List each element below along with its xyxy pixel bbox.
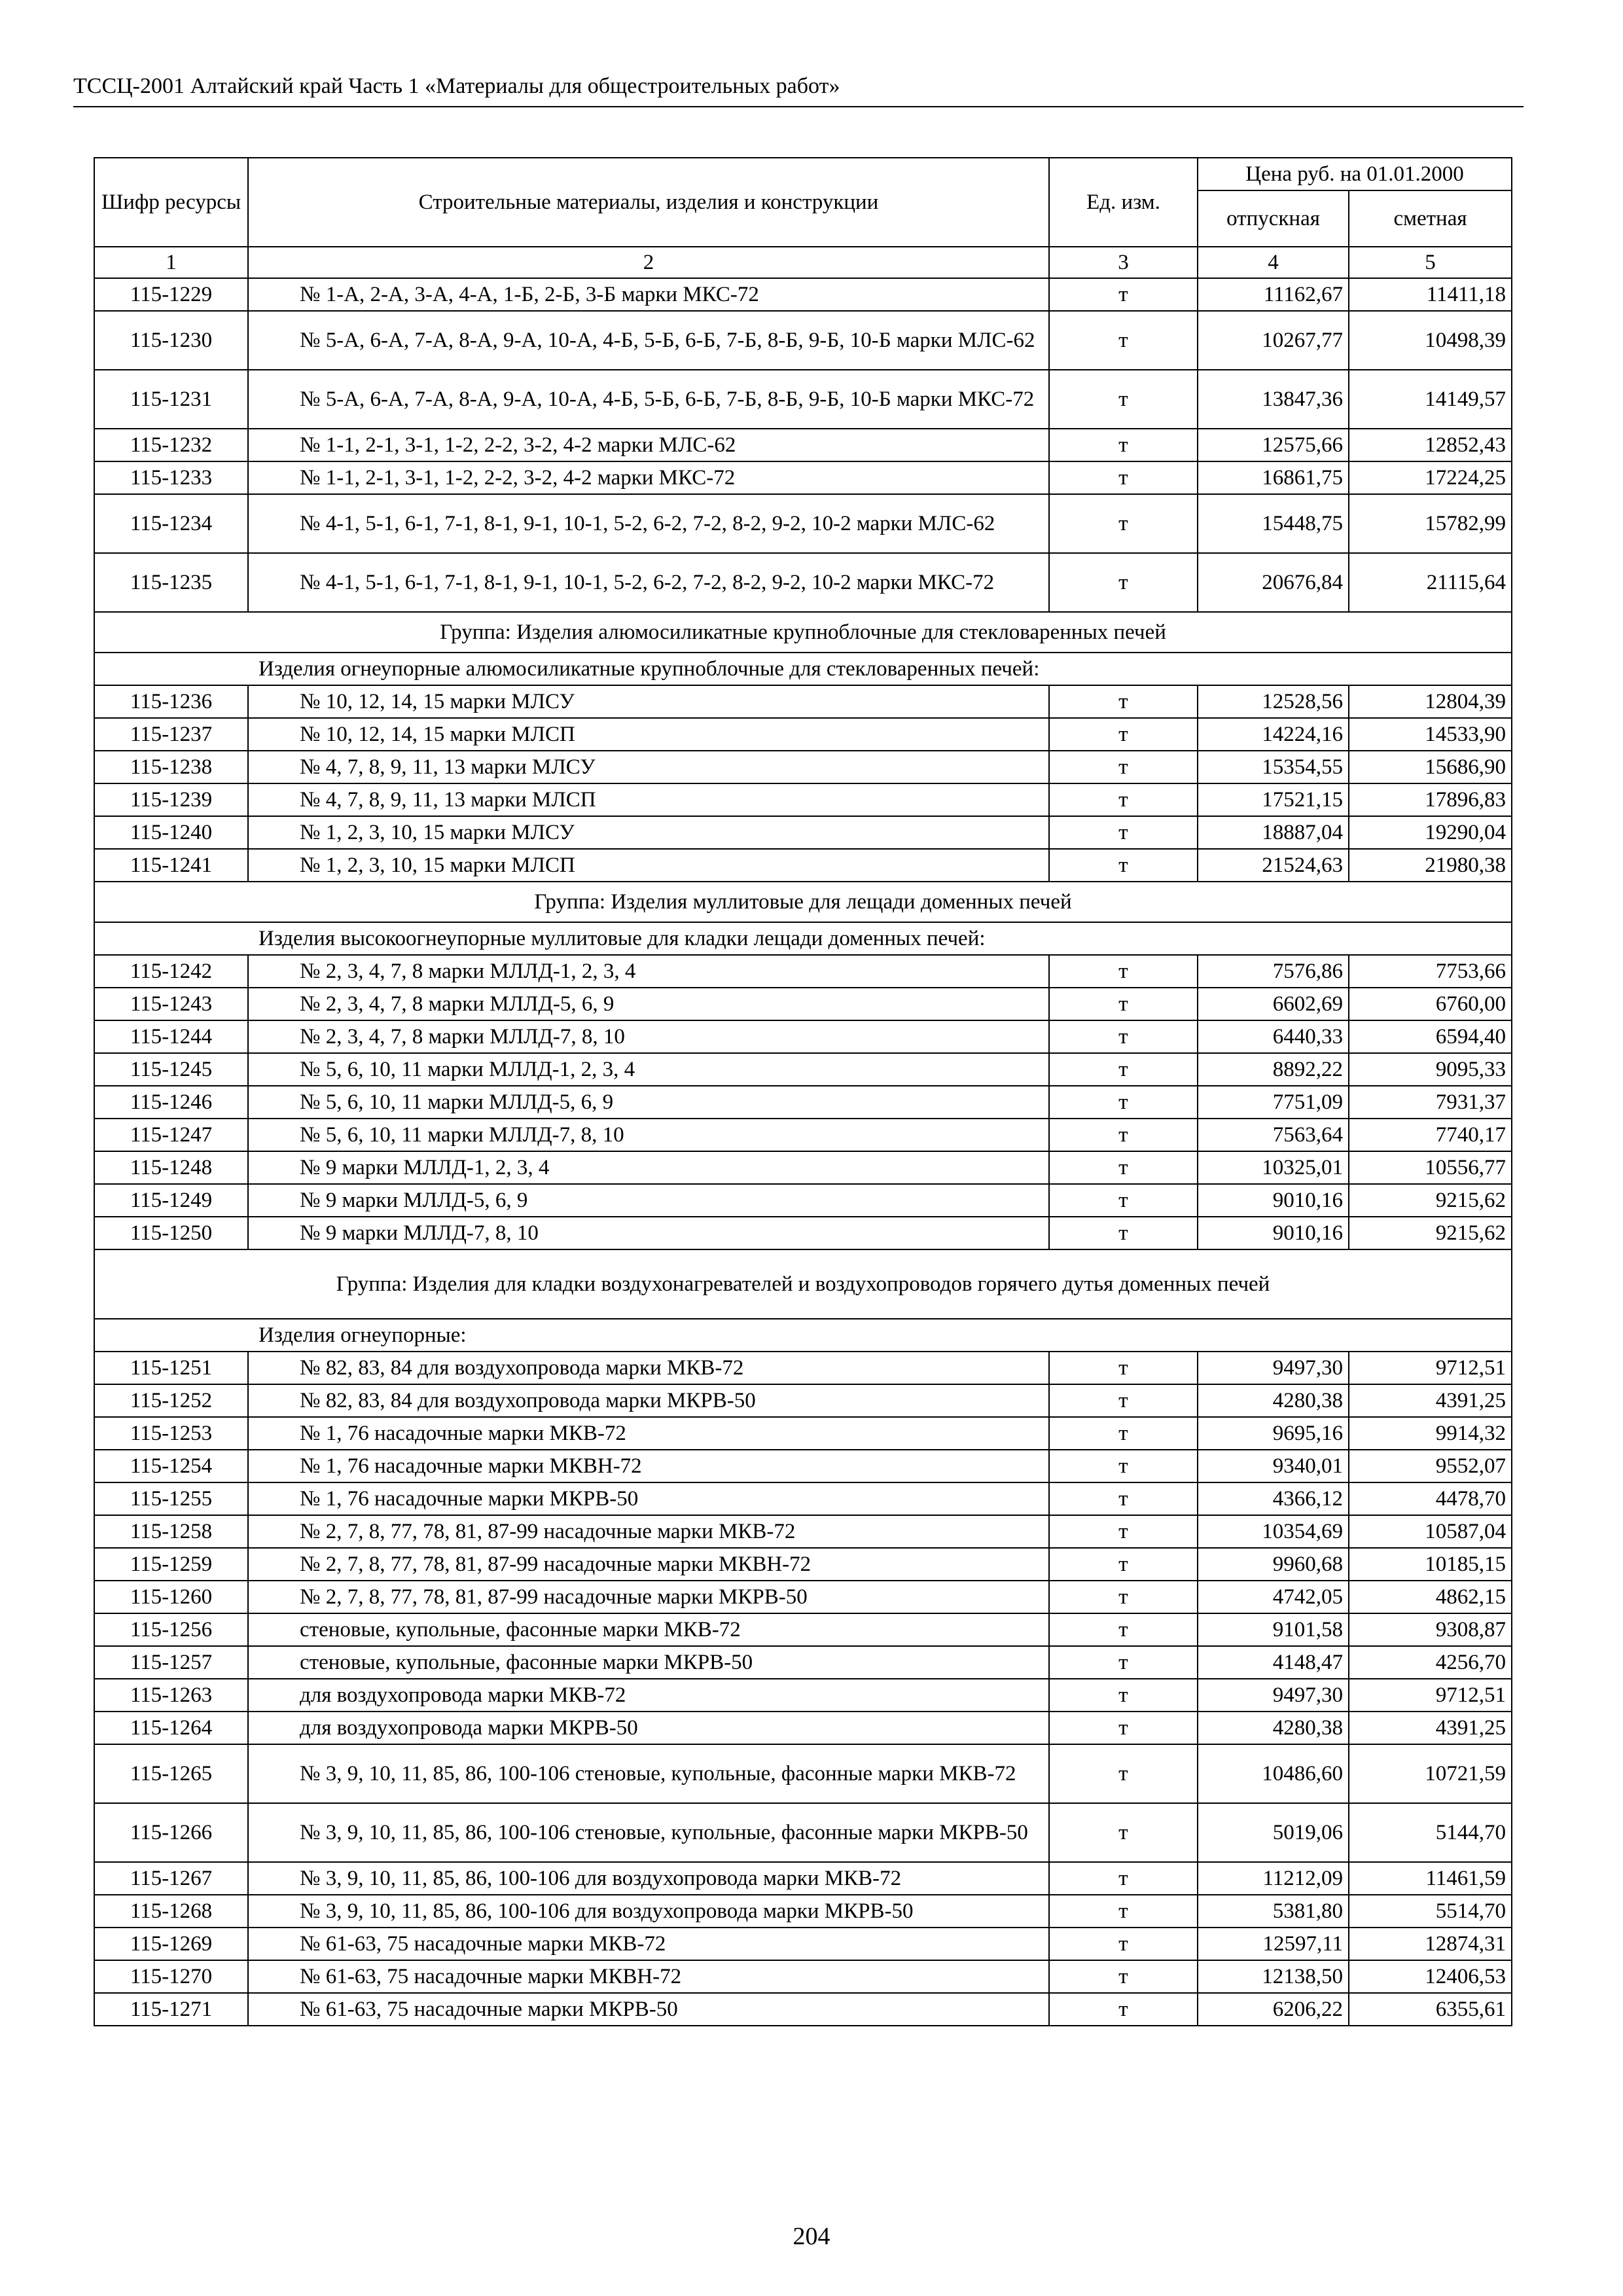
cell-unit: т: [1049, 1928, 1198, 1960]
cell-release-price: 9497,30: [1198, 1679, 1349, 1712]
header-code: Шифр ресурсы: [94, 158, 248, 247]
cell-code: 115-1253: [94, 1417, 248, 1450]
table-row: [94, 1184, 1512, 1217]
cell-release-price: 4280,38: [1198, 1384, 1349, 1417]
cell-release-price: 18887,04: [1198, 816, 1349, 849]
cell-name: № 1, 2, 3, 10, 15 марки МЛСУ: [248, 816, 1049, 849]
cell-release-price: 11162,67: [1198, 278, 1349, 311]
cell-release-price: 15448,75: [1198, 494, 1349, 553]
cell-name: № 1-1, 2-1, 3-1, 1-2, 2-2, 3-2, 4-2 марки МКС-72: [248, 461, 1049, 494]
cell-estimate-price: 9552,07: [1349, 1450, 1512, 1482]
cell-release-price: 12575,66: [1198, 429, 1349, 461]
table-row: [94, 1384, 1512, 1417]
cell-code: 115-1245: [94, 1053, 248, 1086]
cell-name: стеновые, купольные, фасонные марки МКВ-72: [248, 1613, 1049, 1646]
subgroup-heading: Изделия высокоогнеупорные муллитовые для кладки лещади доменных печей:: [94, 922, 1512, 955]
cell-estimate-price: 9712,51: [1349, 1352, 1512, 1384]
cell-name: № 3, 9, 10, 11, 85, 86, 100-106 для воздухопровода марки МКВ-72: [248, 1862, 1049, 1895]
table-row: [94, 685, 1512, 718]
column-number-row: [94, 247, 1512, 278]
cell-unit: т: [1049, 1352, 1198, 1384]
cell-unit: т: [1049, 1581, 1198, 1613]
cell-estimate-price: 21115,64: [1349, 553, 1512, 612]
cell-estimate-price: 5514,70: [1349, 1895, 1512, 1928]
cell-name: № 5-А, 6-А, 7-А, 8-А, 9-А, 10-А, 4-Б, 5-Б, 6-Б, 7-Б, 8-Б, 9-Б, 10-Б марки МЛС-62: [248, 311, 1049, 370]
cell-name: № 1-1, 2-1, 3-1, 1-2, 2-2, 3-2, 4-2 марки МЛС-62: [248, 429, 1049, 461]
cell-estimate-price: 14533,90: [1349, 718, 1512, 751]
cell-name: № 4-1, 5-1, 6-1, 7-1, 8-1, 9-1, 10-1, 5-2, 6-2, 7-2, 8-2, 9-2, 10-2 марки МЛС-62: [248, 494, 1049, 553]
table-row: [94, 553, 1512, 612]
cell-unit: т: [1049, 751, 1198, 783]
cell-code: 115-1235: [94, 553, 248, 612]
column-number: 4: [1198, 247, 1349, 278]
cell-estimate-price: 17224,25: [1349, 461, 1512, 494]
cell-estimate-price: 12406,53: [1349, 1960, 1512, 1993]
cell-release-price: 12138,50: [1198, 1960, 1349, 1993]
cell-name: № 10, 12, 14, 15 марки МЛСУ: [248, 685, 1049, 718]
cell-estimate-price: 10721,59: [1349, 1744, 1512, 1803]
cell-code: 115-1259: [94, 1548, 248, 1581]
table-body: [94, 278, 1512, 2026]
cell-release-price: 10486,60: [1198, 1744, 1349, 1803]
cell-estimate-price: 7740,17: [1349, 1119, 1512, 1151]
cell-code: 115-1256: [94, 1613, 248, 1646]
cell-code: 115-1268: [94, 1895, 248, 1928]
cell-estimate-price: 7753,66: [1349, 955, 1512, 988]
cell-code: 115-1271: [94, 1993, 248, 2026]
cell-release-price: 7751,09: [1198, 1086, 1349, 1119]
table-row: [94, 1646, 1512, 1679]
cell-unit: т: [1049, 718, 1198, 751]
cell-unit: т: [1049, 685, 1198, 718]
cell-name: № 4, 7, 8, 9, 11, 13 марки МЛСП: [248, 783, 1049, 816]
table-row: [94, 1515, 1512, 1548]
cell-unit: т: [1049, 1217, 1198, 1249]
table-row: [94, 988, 1512, 1020]
header-release-price: отпускная: [1198, 190, 1349, 247]
cell-estimate-price: 4256,70: [1349, 1646, 1512, 1679]
cell-code: 115-1230: [94, 311, 248, 370]
cell-code: 115-1251: [94, 1352, 248, 1384]
table-row: [94, 751, 1512, 783]
cell-release-price: 13847,36: [1198, 370, 1349, 429]
cell-name: № 9 марки МЛЛД-5, 6, 9: [248, 1184, 1049, 1217]
column-number: 1: [94, 247, 248, 278]
cell-estimate-price: 12804,39: [1349, 685, 1512, 718]
cell-release-price: 17521,15: [1198, 783, 1349, 816]
group-heading-row: [94, 612, 1512, 653]
cell-release-price: 4148,47: [1198, 1646, 1349, 1679]
cell-name: № 61-63, 75 насадочные марки МКРВ-50: [248, 1993, 1049, 2026]
cell-unit: т: [1049, 370, 1198, 429]
cell-code: 115-1232: [94, 429, 248, 461]
header-price: Цена руб. на 01.01.2000: [1198, 158, 1512, 190]
table-row: [94, 1581, 1512, 1613]
subgroup-row: [94, 1319, 1512, 1352]
cell-release-price: 9010,16: [1198, 1217, 1349, 1249]
cell-unit: т: [1049, 1450, 1198, 1482]
cell-estimate-price: 10587,04: [1349, 1515, 1512, 1548]
cell-estimate-price: 10498,39: [1349, 311, 1512, 370]
cell-code: 115-1238: [94, 751, 248, 783]
cell-estimate-price: 14149,57: [1349, 370, 1512, 429]
table-row: [94, 1482, 1512, 1515]
cell-unit: т: [1049, 1744, 1198, 1803]
cell-name: № 5, 6, 10, 11 марки МЛЛД-1, 2, 3, 4: [248, 1053, 1049, 1086]
cell-unit: т: [1049, 1712, 1198, 1744]
cell-code: 115-1248: [94, 1151, 248, 1184]
header-estimate-price: сметная: [1349, 190, 1512, 247]
table-row: [94, 1053, 1512, 1086]
subgroup-heading: Изделия огнеупорные:: [94, 1319, 1512, 1352]
cell-name: № 61-63, 75 насадочные марки МКВ-72: [248, 1928, 1049, 1960]
cell-release-price: 21524,63: [1198, 849, 1349, 882]
cell-name: № 2, 3, 4, 7, 8 марки МЛЛД-1, 2, 3, 4: [248, 955, 1049, 988]
cell-code: 115-1242: [94, 955, 248, 988]
cell-name: № 3, 9, 10, 11, 85, 86, 100-106 для воздухопровода марки МКРВ-50: [248, 1895, 1049, 1928]
table-row: [94, 1119, 1512, 1151]
cell-code: 115-1239: [94, 783, 248, 816]
subgroup-heading: Изделия огнеупорные алюмосиликатные крупноблочные для стекловаренных печей:: [94, 653, 1512, 685]
table-row: [94, 1803, 1512, 1862]
cell-code: 115-1241: [94, 849, 248, 882]
cell-unit: т: [1049, 1515, 1198, 1548]
cell-release-price: 9101,58: [1198, 1613, 1349, 1646]
cell-estimate-price: 15686,90: [1349, 751, 1512, 783]
table-row: [94, 1020, 1512, 1053]
cell-unit: т: [1049, 783, 1198, 816]
cell-unit: т: [1049, 553, 1198, 612]
cell-code: 115-1255: [94, 1482, 248, 1515]
cell-estimate-price: 11411,18: [1349, 278, 1512, 311]
cell-code: 115-1254: [94, 1450, 248, 1482]
cell-name: № 1, 2, 3, 10, 15 марки МЛСП: [248, 849, 1049, 882]
cell-release-price: 16861,75: [1198, 461, 1349, 494]
cell-code: 115-1269: [94, 1928, 248, 1960]
cell-release-price: 9695,16: [1198, 1417, 1349, 1450]
header-name: Строительные материалы, изделия и конструкции: [248, 158, 1049, 247]
cell-estimate-price: 17896,83: [1349, 783, 1512, 816]
cell-name: № 5, 6, 10, 11 марки МЛЛД-5, 6, 9: [248, 1086, 1049, 1119]
cell-unit: т: [1049, 1895, 1198, 1928]
cell-release-price: 9010,16: [1198, 1184, 1349, 1217]
cell-code: 115-1229: [94, 278, 248, 311]
cell-name: № 2, 3, 4, 7, 8 марки МЛЛД-7, 8, 10: [248, 1020, 1049, 1053]
cell-unit: т: [1049, 1086, 1198, 1119]
cell-unit: т: [1049, 1184, 1198, 1217]
table-row: [94, 955, 1512, 988]
cell-code: 115-1265: [94, 1744, 248, 1803]
table-row: [94, 1960, 1512, 1993]
cell-unit: т: [1049, 1646, 1198, 1679]
cell-name: № 9 марки МЛЛД-1, 2, 3, 4: [248, 1151, 1049, 1184]
cell-unit: т: [1049, 1384, 1198, 1417]
cell-release-price: 10354,69: [1198, 1515, 1349, 1548]
cell-release-price: 11212,09: [1198, 1862, 1349, 1895]
cell-estimate-price: 9215,62: [1349, 1184, 1512, 1217]
header-unit: Ед. изм.: [1049, 158, 1198, 247]
cell-release-price: 14224,16: [1198, 718, 1349, 751]
subgroup-row: [94, 922, 1512, 955]
cell-estimate-price: 6760,00: [1349, 988, 1512, 1020]
cell-unit: т: [1049, 955, 1198, 988]
group-heading-row: [94, 1249, 1512, 1319]
table-row: [94, 1417, 1512, 1450]
cell-unit: т: [1049, 1053, 1198, 1086]
table-row: [94, 370, 1512, 429]
cell-name: для воздухопровода марки МКВ-72: [248, 1679, 1049, 1712]
table-row: [94, 1862, 1512, 1895]
document-title: ТССЦ-2001 Алтайский край Часть 1 «Материалы для общестроительных работ»: [73, 74, 840, 98]
cell-estimate-price: 19290,04: [1349, 816, 1512, 849]
cell-estimate-price: 9308,87: [1349, 1613, 1512, 1646]
cell-unit: т: [1049, 461, 1198, 494]
cell-unit: т: [1049, 278, 1198, 311]
table-row: [94, 1679, 1512, 1712]
cell-estimate-price: 15782,99: [1349, 494, 1512, 553]
cell-estimate-price: 5144,70: [1349, 1803, 1512, 1862]
cell-unit: т: [1049, 1417, 1198, 1450]
cell-release-price: 6206,22: [1198, 1993, 1349, 2026]
table-row: [94, 1086, 1512, 1119]
subgroup-row: [94, 653, 1512, 685]
table-row: [94, 1352, 1512, 1384]
cell-code: 115-1249: [94, 1184, 248, 1217]
cell-name: № 5-А, 6-А, 7-А, 8-А, 9-А, 10-А, 4-Б, 5-Б, 6-Б, 7-Б, 8-Б, 9-Б, 10-Б марки МКС-72: [248, 370, 1049, 429]
table-row: [94, 1744, 1512, 1803]
table-row: [94, 429, 1512, 461]
cell-release-price: 10325,01: [1198, 1151, 1349, 1184]
cell-code: 115-1250: [94, 1217, 248, 1249]
cell-code: 115-1236: [94, 685, 248, 718]
cell-release-price: 4366,12: [1198, 1482, 1349, 1515]
cell-name: № 3, 9, 10, 11, 85, 86, 100-106 стеновые, купольные, фасонные марки МКРВ-50: [248, 1803, 1049, 1862]
cell-release-price: 9960,68: [1198, 1548, 1349, 1581]
page-header: [73, 73, 1524, 107]
group-heading-row: [94, 882, 1512, 922]
cell-estimate-price: 6355,61: [1349, 1993, 1512, 2026]
cell-estimate-price: 10185,15: [1349, 1548, 1512, 1581]
table-row: [94, 461, 1512, 494]
cell-code: 115-1231: [94, 370, 248, 429]
column-number: 3: [1049, 247, 1198, 278]
cell-code: 115-1243: [94, 988, 248, 1020]
cell-name: № 61-63, 75 насадочные марки МКВН-72: [248, 1960, 1049, 1993]
cell-release-price: 7563,64: [1198, 1119, 1349, 1151]
cell-unit: т: [1049, 1613, 1198, 1646]
cell-unit: т: [1049, 816, 1198, 849]
cell-estimate-price: 9712,51: [1349, 1679, 1512, 1712]
cell-code: 115-1264: [94, 1712, 248, 1744]
cell-code: 115-1247: [94, 1119, 248, 1151]
cell-release-price: 7576,86: [1198, 955, 1349, 988]
cell-name: № 5, 6, 10, 11 марки МЛЛД-7, 8, 10: [248, 1119, 1049, 1151]
cell-name: № 4, 7, 8, 9, 11, 13 марки МЛСУ: [248, 751, 1049, 783]
cell-name: № 9 марки МЛЛД-7, 8, 10: [248, 1217, 1049, 1249]
table-row: [94, 783, 1512, 816]
table-row: [94, 1151, 1512, 1184]
cell-estimate-price: 4391,25: [1349, 1384, 1512, 1417]
cell-release-price: 12528,56: [1198, 685, 1349, 718]
cell-code: 115-1246: [94, 1086, 248, 1119]
cell-release-price: 9497,30: [1198, 1352, 1349, 1384]
cell-name: № 2, 7, 8, 77, 78, 81, 87-99 насадочные марки МКВН-72: [248, 1548, 1049, 1581]
cell-name: № 4-1, 5-1, 6-1, 7-1, 8-1, 9-1, 10-1, 5-2, 6-2, 7-2, 8-2, 9-2, 10-2 марки МКС-72: [248, 553, 1049, 612]
cell-unit: т: [1049, 1548, 1198, 1581]
price-table: [94, 157, 1512, 2026]
cell-estimate-price: 9215,62: [1349, 1217, 1512, 1249]
cell-unit: т: [1049, 1993, 1198, 2026]
cell-release-price: 4280,38: [1198, 1712, 1349, 1744]
cell-unit: т: [1049, 849, 1198, 882]
table-row: [94, 1895, 1512, 1928]
group-heading: Группа: Изделия муллитовые для лещади доменных печей: [94, 882, 1512, 922]
table-row: [94, 1450, 1512, 1482]
cell-name: № 2, 3, 4, 7, 8 марки МЛЛД-5, 6, 9: [248, 988, 1049, 1020]
table-row: [94, 849, 1512, 882]
cell-estimate-price: 4478,70: [1349, 1482, 1512, 1515]
table-row: [94, 494, 1512, 553]
cell-estimate-price: 10556,77: [1349, 1151, 1512, 1184]
cell-unit: т: [1049, 1020, 1198, 1053]
cell-unit: т: [1049, 1960, 1198, 1993]
table-row: [94, 816, 1512, 849]
cell-estimate-price: 21980,38: [1349, 849, 1512, 882]
cell-code: 115-1257: [94, 1646, 248, 1679]
table-row: [94, 1993, 1512, 2026]
cell-unit: т: [1049, 1151, 1198, 1184]
cell-unit: т: [1049, 1862, 1198, 1895]
group-heading: Группа: Изделия алюмосиликатные крупноблочные для стекловаренных печей: [94, 612, 1512, 653]
cell-name: № 1, 76 насадочные марки МКВН-72: [248, 1450, 1049, 1482]
cell-estimate-price: 4391,25: [1349, 1712, 1512, 1744]
cell-name: № 10, 12, 14, 15 марки МЛСП: [248, 718, 1049, 751]
cell-name: № 3, 9, 10, 11, 85, 86, 100-106 стеновые, купольные, фасонные марки МКВ-72: [248, 1744, 1049, 1803]
cell-name: № 82, 83, 84 для воздухопровода марки МКРВ-50: [248, 1384, 1049, 1417]
table-row: [94, 1613, 1512, 1646]
cell-release-price: 12597,11: [1198, 1928, 1349, 1960]
cell-release-price: 9340,01: [1198, 1450, 1349, 1482]
cell-unit: т: [1049, 311, 1198, 370]
cell-name: стеновые, купольные, фасонные марки МКРВ-50: [248, 1646, 1049, 1679]
cell-release-price: 15354,55: [1198, 751, 1349, 783]
cell-name: для воздухопровода марки МКРВ-50: [248, 1712, 1049, 1744]
cell-code: 115-1252: [94, 1384, 248, 1417]
cell-code: 115-1258: [94, 1515, 248, 1548]
cell-release-price: 4742,05: [1198, 1581, 1349, 1613]
cell-estimate-price: 7931,37: [1349, 1086, 1512, 1119]
cell-name: № 1, 76 насадочные марки МКВ-72: [248, 1417, 1049, 1450]
cell-code: 115-1233: [94, 461, 248, 494]
cell-estimate-price: 4862,15: [1349, 1581, 1512, 1613]
cell-unit: т: [1049, 1679, 1198, 1712]
cell-name: № 2, 7, 8, 77, 78, 81, 87-99 насадочные марки МКРВ-50: [248, 1581, 1049, 1613]
cell-code: 115-1270: [94, 1960, 248, 1993]
cell-estimate-price: 9914,32: [1349, 1417, 1512, 1450]
cell-code: 115-1244: [94, 1020, 248, 1053]
cell-name: № 1, 76 насадочные марки МКРВ-50: [248, 1482, 1049, 1515]
cell-unit: т: [1049, 494, 1198, 553]
cell-estimate-price: 12874,31: [1349, 1928, 1512, 1960]
cell-release-price: 5019,06: [1198, 1803, 1349, 1862]
cell-release-price: 5381,80: [1198, 1895, 1349, 1928]
cell-release-price: 8892,22: [1198, 1053, 1349, 1086]
table-row: [94, 278, 1512, 311]
cell-code: 115-1266: [94, 1803, 248, 1862]
table-row: [94, 1928, 1512, 1960]
cell-code: 115-1263: [94, 1679, 248, 1712]
table-row: [94, 1217, 1512, 1249]
column-number: 2: [248, 247, 1049, 278]
cell-code: 115-1267: [94, 1862, 248, 1895]
cell-estimate-price: 11461,59: [1349, 1862, 1512, 1895]
group-heading: Группа: Изделия для кладки воздухонагревателей и воздухопроводов горячего дутья доменных печей: [94, 1249, 1512, 1319]
cell-release-price: 10267,77: [1198, 311, 1349, 370]
cell-code: 115-1260: [94, 1581, 248, 1613]
cell-unit: т: [1049, 1119, 1198, 1151]
table-row: [94, 1712, 1512, 1744]
page-number: 204: [793, 2223, 830, 2250]
cell-unit: т: [1049, 1482, 1198, 1515]
cell-unit: т: [1049, 1803, 1198, 1862]
cell-name: № 1-А, 2-А, 3-А, 4-А, 1-Б, 2-Б, 3-Б марки МКС-72: [248, 278, 1049, 311]
column-number: 5: [1349, 247, 1512, 278]
cell-name: № 2, 7, 8, 77, 78, 81, 87-99 насадочные марки МКВ-72: [248, 1515, 1049, 1548]
table-row: [94, 311, 1512, 370]
cell-unit: т: [1049, 988, 1198, 1020]
cell-estimate-price: 12852,43: [1349, 429, 1512, 461]
table-row: [94, 1548, 1512, 1581]
cell-release-price: 6602,69: [1198, 988, 1349, 1020]
cell-code: 115-1237: [94, 718, 248, 751]
cell-estimate-price: 6594,40: [1349, 1020, 1512, 1053]
cell-code: 115-1234: [94, 494, 248, 553]
cell-release-price: 20676,84: [1198, 553, 1349, 612]
cell-code: 115-1240: [94, 816, 248, 849]
cell-estimate-price: 9095,33: [1349, 1053, 1512, 1086]
cell-release-price: 6440,33: [1198, 1020, 1349, 1053]
cell-unit: т: [1049, 429, 1198, 461]
cell-name: № 82, 83, 84 для воздухопровода марки МКВ-72: [248, 1352, 1049, 1384]
table-row: [94, 718, 1512, 751]
